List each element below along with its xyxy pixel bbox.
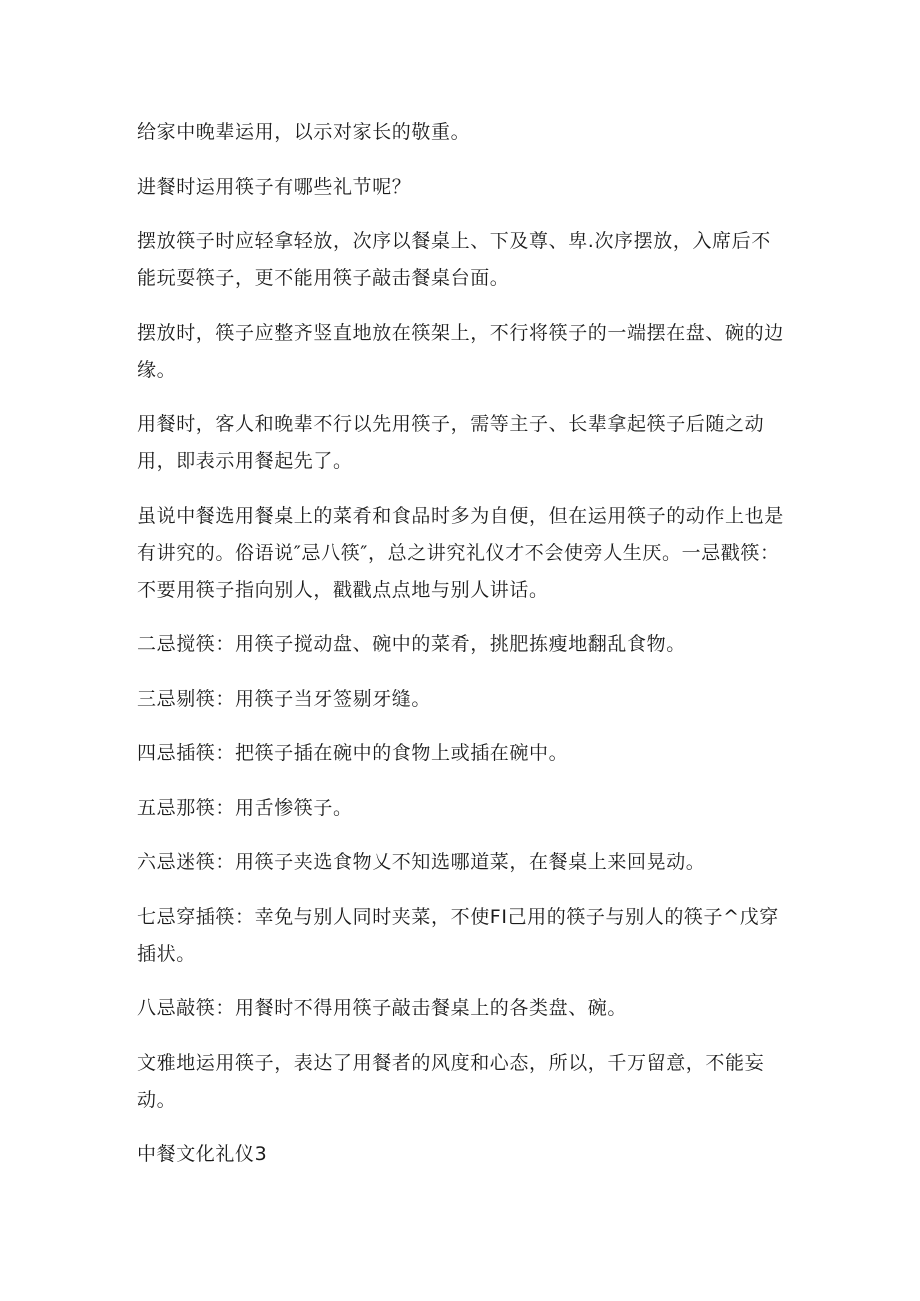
paragraph: 四忌插筷：把筷子插在碗中的食物上或插在碗中。 xyxy=(137,742,569,764)
paragraph: 摆放时，筷子应整齐竖直地放在筷架上，不行将筷子的一端摆在盘、碗的边缘。 xyxy=(137,321,784,381)
paragraph: 文雅地运用筷子，表达了用餐者的风度和心态，所以，千万留意，不能妄动。 xyxy=(137,1051,765,1111)
paragraph: 用餐时，客人和晚辈不行以先用筷子，需等主子、长辈拿起筷子后随之动用，即表示用餐起先了。 xyxy=(137,413,765,472)
paragraph: 进餐时运用筷子有哪些礼节呢？ xyxy=(137,175,412,198)
paragraph: 给家中晚辈运用，以示对家长的敬重。 xyxy=(137,121,471,143)
document-body xyxy=(137,114,787,1191)
section-heading: 中餐文化礼仪3 xyxy=(137,1143,268,1165)
paragraph: 摆放筷子时应轻拿轻放，次序以餐桌上、下及尊、卑.次序摆放，入席后不能玩耍筷子，更不能用筷子敲击餐桌台面。 xyxy=(137,230,771,289)
paragraph: 七忌穿插筷：幸免与别人同时夹菜，不使FI己用的筷子与别人的筷子^戊穿插状。 xyxy=(137,905,779,965)
paragraph: 二忌搅筷：用筷子搅动盘、碗中的菜肴，挑肥拣瘦地翻乱食物。 xyxy=(137,633,686,655)
paragraph: 八忌敲筷：用餐时不得用筷子敲击餐桌上的各类盘、碗。 xyxy=(137,997,628,1019)
paragraph: 五忌那筷：用舌惨筷子。 xyxy=(137,796,353,819)
paragraph: 六忌迷筷：用筷子夹选食物乂不知选哪道菜，在餐桌上来回晃动。 xyxy=(137,851,706,873)
paragraph: 虽说中餐选用餐桌上的菜肴和食品时多为自便，但在运用筷子的动作上也是有讲究的。俗语说″忌八筷″，总之讲究礼仪才不会使旁人生厌。一忌戳筷：不要用筷子指向别人，戳戳点点地与别人讲话。 xyxy=(137,504,784,601)
paragraph: 三忌剔筷：用筷子当牙签剔牙缝。 xyxy=(137,687,432,710)
